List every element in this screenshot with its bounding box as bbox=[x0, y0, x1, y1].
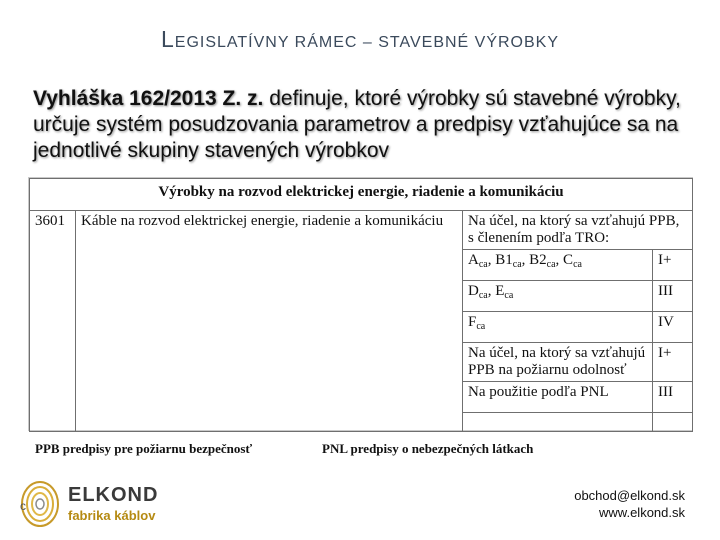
level-cell: IV bbox=[653, 312, 693, 343]
class-cell: $F_{ca}$ bbox=[463, 312, 653, 343]
footnote-ppb: PPB predpisy pre požiarnu bezpečnosť bbox=[35, 441, 253, 456]
regulation-description: definuje, ktoré výrobky sú stavebné výrobky, určuje systém posudzovania parametrov a predpisy vzťahujúce sa na jednotlivé skupiny stavených výrobkov bbox=[33, 87, 681, 162]
cable-coil-icon bbox=[18, 478, 66, 530]
contact-website[interactable]: www.elkond.sk bbox=[599, 505, 685, 520]
slide-title bbox=[0, 26, 720, 53]
logo-subtitle: fabrika káblov bbox=[68, 508, 156, 523]
contact-block bbox=[574, 487, 685, 521]
logo-name: ELKOND bbox=[68, 484, 159, 506]
level-cell: I+ bbox=[653, 250, 693, 281]
purpose-cell: Na účel, na ktorý sa vzťahujú PPB na požiarnu odolnosť bbox=[463, 343, 653, 382]
product-name: Káble na rozvod elektrickej energie, riadenie a komunikáciu bbox=[76, 211, 463, 432]
level-cell: III bbox=[653, 382, 693, 413]
product-code: 3601 bbox=[30, 211, 76, 432]
elkond-logo bbox=[18, 478, 168, 530]
table-header: Výrobky na rozvod elektrickej energie, riadenie a komunikáciu bbox=[30, 179, 693, 211]
title-rest: EGISLATÍVNY RÁMEC – STAVEBNÉ VÝROBKY bbox=[174, 34, 560, 51]
product-table-image bbox=[29, 178, 692, 430]
title-initial: L bbox=[160, 26, 175, 52]
svg-text:c: c bbox=[20, 499, 26, 513]
level-cell: I+ bbox=[653, 343, 693, 382]
class-cell: $A_{ca}$, $B1_{ca}$, $B2_{ca}$, $C_{ca}$ bbox=[463, 250, 653, 281]
regulation-reference: Vyhláška 162/2013 Z. z. bbox=[33, 87, 264, 110]
product-table bbox=[29, 178, 693, 432]
footnote-pnl: PNL predpisy o nebezpečných látkach bbox=[322, 441, 534, 456]
table-header-row bbox=[30, 179, 693, 211]
purpose-cell: Na účel, na ktorý sa vzťahujú PPB, s členením podľa TRO: bbox=[463, 211, 693, 250]
contact-email[interactable]: obchod@elkond.sk bbox=[574, 488, 685, 503]
class-cell: $D_{ca}$, $E_{ca}$ bbox=[463, 281, 653, 312]
body-paragraph bbox=[33, 86, 703, 164]
table-row bbox=[30, 211, 693, 250]
level-cell: III bbox=[653, 281, 693, 312]
purpose-cell: Na použitie podľa PNL bbox=[463, 382, 653, 413]
